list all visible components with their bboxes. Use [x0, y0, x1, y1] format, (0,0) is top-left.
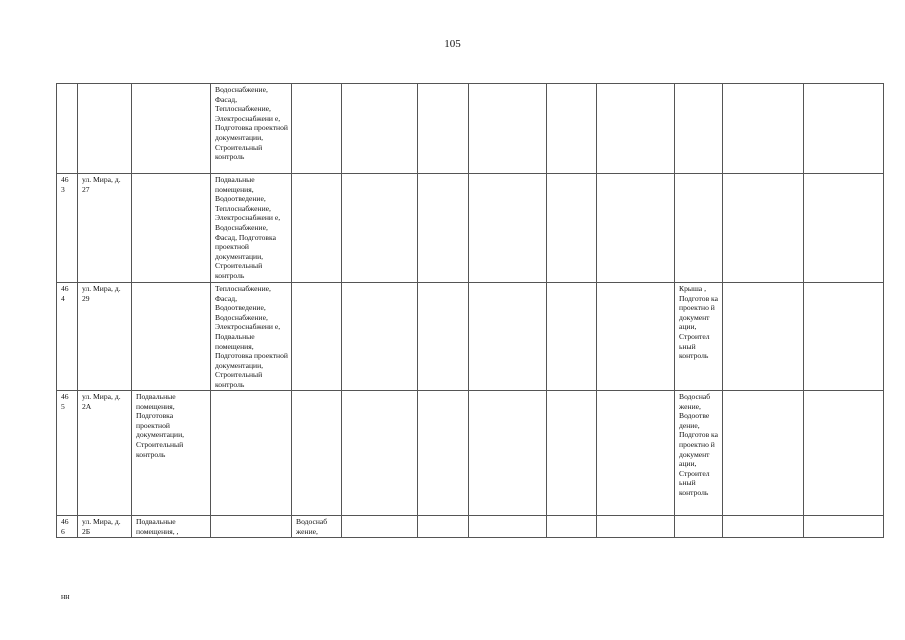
address-cell: ул. Мира, д. 2А — [78, 391, 132, 516]
empty-cell — [342, 174, 418, 283]
empty-cell — [723, 283, 804, 391]
works-cell: Подвальные помещения, Подготовка проектной документации, Строительный контроль — [132, 391, 211, 516]
table-row — [57, 516, 884, 538]
works-cell — [211, 516, 292, 538]
empty-cell — [723, 84, 804, 174]
row-number: 46 3 — [57, 174, 78, 283]
empty-cell — [469, 516, 547, 538]
address-cell: ул. Мира, д. 2Б — [78, 516, 132, 538]
works-cell: Подвальные помещения, , — [132, 516, 211, 538]
table-row — [57, 84, 884, 174]
empty-cell — [547, 174, 597, 283]
row-number: 46 5 — [57, 391, 78, 516]
table-row — [57, 174, 884, 283]
empty-cell — [804, 283, 884, 391]
empty-cell — [342, 516, 418, 538]
address-cell — [78, 84, 132, 174]
empty-cell — [597, 84, 675, 174]
works-cell: Водоснаб жение, — [292, 516, 342, 538]
works-cell — [675, 84, 723, 174]
works-cell: Водоснабжение, Фасад, Теплоснабжение, Электроснабжени е, Подготовка проектной документации, Строительный контроль — [211, 84, 292, 174]
works-table — [56, 83, 884, 538]
empty-cell — [597, 283, 675, 391]
empty-cell — [547, 84, 597, 174]
empty-cell — [547, 283, 597, 391]
works-cell — [132, 174, 211, 283]
address-cell: ул. Мира, д. 29 — [78, 283, 132, 391]
empty-cell — [342, 283, 418, 391]
works-cell — [675, 174, 723, 283]
works-cell: Крыша , Подготов ка проектно й документ ации, Строител ьный контроль — [675, 283, 723, 391]
table-row — [57, 391, 884, 516]
empty-cell — [723, 174, 804, 283]
works-cell — [211, 391, 292, 516]
works-cell: Водоснаб жение, Водоотве дение, Подготов ка проектно й документ ации, Строител ьный контроль — [675, 391, 723, 516]
row-number: 46 6 — [57, 516, 78, 538]
empty-cell — [723, 516, 804, 538]
works-cell — [292, 174, 342, 283]
page-number: 105 — [444, 38, 461, 50]
table-row — [57, 283, 884, 391]
empty-cell — [418, 84, 469, 174]
footer-mark: нн — [61, 592, 70, 601]
works-cell — [292, 391, 342, 516]
empty-cell — [342, 84, 418, 174]
empty-cell — [597, 174, 675, 283]
works-cell — [675, 516, 723, 538]
empty-cell — [804, 391, 884, 516]
works-cell: Подвальные помещения, Водоотведение, Теплоснабжение, Электроснабжени е, Водоснабжение, Фасад, Подготовка проектной документации, Строительный контроль — [211, 174, 292, 283]
empty-cell — [469, 174, 547, 283]
empty-cell — [418, 516, 469, 538]
empty-cell — [418, 283, 469, 391]
works-cell — [132, 283, 211, 391]
empty-cell — [723, 391, 804, 516]
empty-cell — [804, 174, 884, 283]
row-number: 46 4 — [57, 283, 78, 391]
empty-cell — [469, 391, 547, 516]
works-cell — [132, 84, 211, 174]
empty-cell — [418, 391, 469, 516]
empty-cell — [804, 84, 884, 174]
row-number — [57, 84, 78, 174]
address-cell: ул. Мира, д. 27 — [78, 174, 132, 283]
empty-cell — [597, 391, 675, 516]
empty-cell — [547, 516, 597, 538]
works-cell — [292, 283, 342, 391]
empty-cell — [469, 84, 547, 174]
empty-cell — [342, 391, 418, 516]
empty-cell — [418, 174, 469, 283]
empty-cell — [804, 516, 884, 538]
empty-cell — [547, 391, 597, 516]
works-cell — [292, 84, 342, 174]
works-cell: Теплоснабжение, Фасад, Водоотведение, Водоснабжение, Электроснабжени е, Подвальные помещения, Подготовка проектной документации, Строительный контроль — [211, 283, 292, 391]
empty-cell — [469, 283, 547, 391]
empty-cell — [597, 516, 675, 538]
